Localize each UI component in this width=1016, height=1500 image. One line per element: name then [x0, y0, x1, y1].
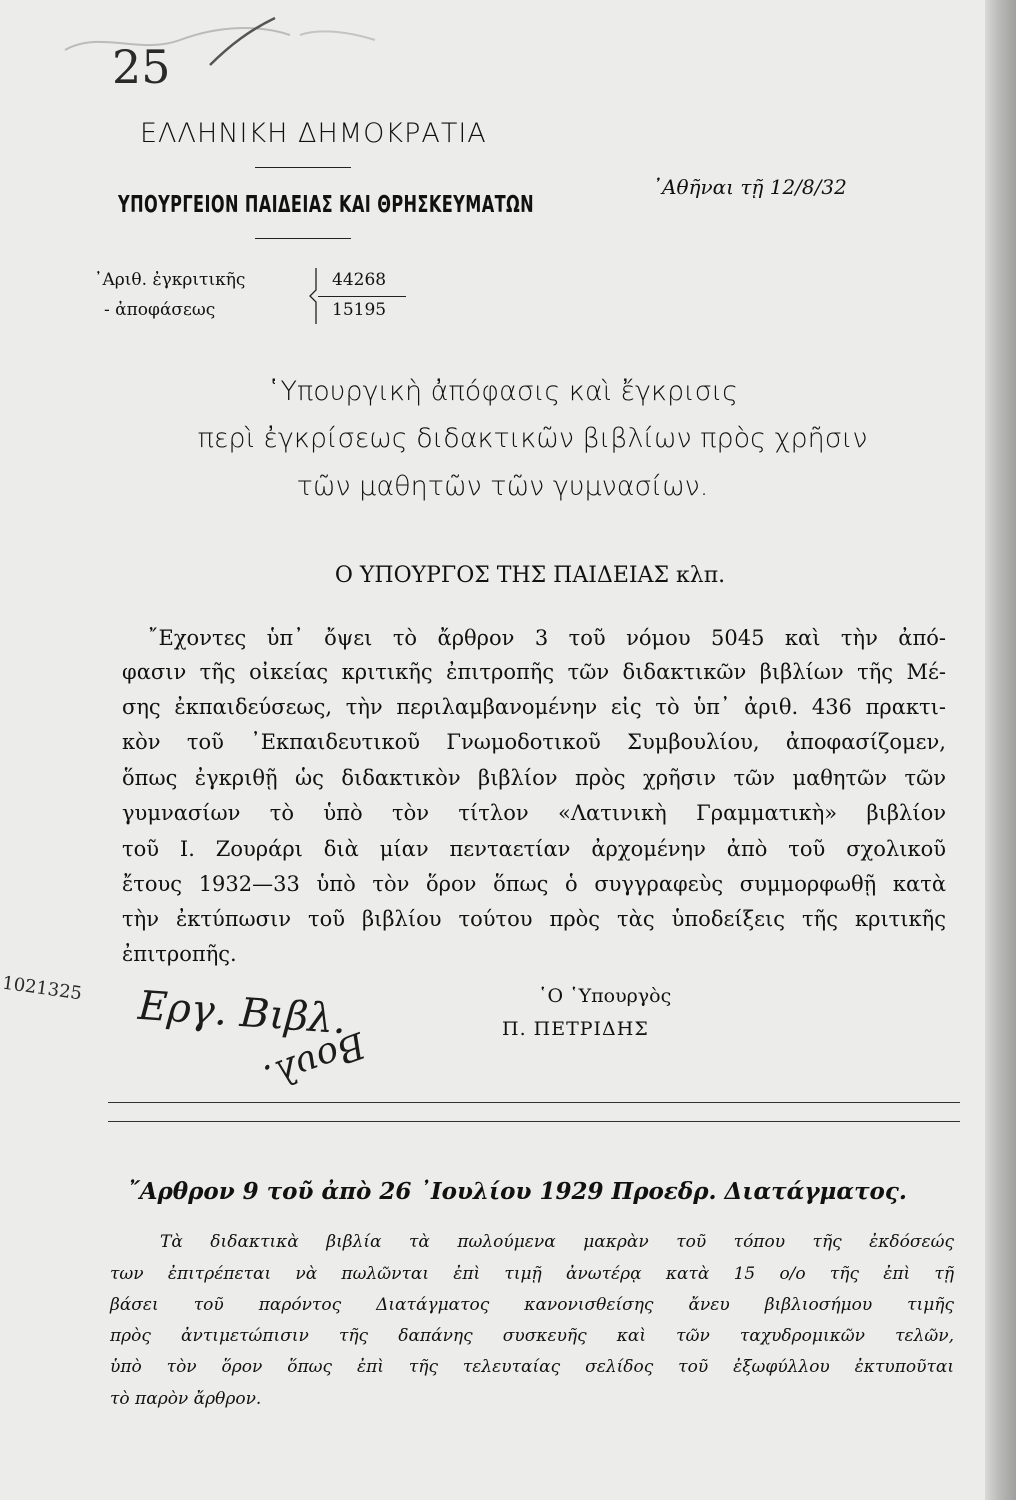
article-line: Τὰ διδακτικὰ βιβλία τὰ πωλούμενα μακρὰν τοῦ τόπου τῆς ἐκδόσεώς: [160, 1232, 954, 1252]
title-line-2: περὶ ἐγκρίσεως διδακτικῶν βιβλίων πρὸς χρῆσιν: [197, 423, 868, 454]
minister-heading: Ο ΥΠΟΥΡΓΟΣ ΤΗΣ ΠΑΙΔΕΙΑΣ κλπ.: [334, 563, 726, 588]
date-line: ᾿Αθῆναι τῇ 12/8/32: [652, 175, 847, 199]
signature-role: ῾Ο ῾Υπουργὸς: [538, 985, 672, 1007]
signature-name: Π. ΠΕΤΡΙΔΗΣ: [502, 1018, 649, 1040]
body-line: ῎Εχοντες ὑπ᾿ ὄψει τὸ ἄρθρον 3 τοῦ νόμου 5045 καὶ τὴν ἀπό-: [148, 626, 946, 650]
page-edge-shadow: [985, 0, 1016, 1500]
handwritten-note-2: Βουλ.: [258, 1023, 371, 1098]
reference-rule: [318, 296, 406, 297]
article-line: βάσει τοῦ παρόντος Διατάγματος κανονισθείσης ἄνευ βιβλιοσήμου τιμῆς: [110, 1295, 954, 1315]
body-line: γυμνασίων τὸ ὑπὸ τὸν τίτλον «Λατινικὴ Γραμματικὴ» βιβλίον: [122, 801, 946, 825]
separator-line-1: [108, 1102, 960, 1103]
body-line: ἐπιτροπῆς.: [122, 942, 237, 966]
reference-label-2: - ἀποφάσεως: [104, 300, 216, 320]
title-line-1: ῾Υπουργικὴ ἀπόφασις καὶ ἔγκρισις: [266, 376, 739, 407]
body-line: κὸν τοῦ ᾿Εκπαιδευτικοῦ Γνωμοδοτικοῦ Συμβουλίου, ἀποφασίζομεν,: [122, 730, 946, 754]
body-line: ἔτους 1932—33 ὑπὸ τὸν ὅρον ὅπως ὁ συγγραφεὺς συμμορφωθῇ κατὰ: [122, 872, 946, 896]
title-line-3: τῶν μαθητῶν τῶν γυμνασίων.: [296, 471, 709, 502]
reference-label-1: ᾿Αριθ. ἐγκριτικῆς: [94, 270, 246, 290]
article-line: ὑπὸ τὸν ὅρον ὅπως ἐπὶ τῆς τελευταίας σελίδος τοῦ ἐξωφύλλου ἐκτυποῦται: [110, 1357, 954, 1377]
stamp-number: 1021325: [0, 972, 84, 1005]
handwritten-note-1: Εργ. Βιβλ.: [136, 982, 348, 1044]
body-line: τὴν ἐκτύπωσιν τοῦ βιβλίου τούτου πρὸς τὰς ὑποδείξεις τῆς κριτικῆς: [122, 907, 946, 931]
handwritten-scribble: [60, 10, 380, 80]
reference-number-1: 44268: [332, 270, 387, 290]
handwritten-page-mark: 25: [112, 40, 171, 94]
header-divider-1: [255, 167, 351, 168]
separator-line-2: [108, 1121, 960, 1122]
header-divider-2: [255, 238, 351, 239]
state-heading: ΕΛΛΗΝΙΚΗ ΔΗΜΟΚΡΑΤΙΑ: [140, 118, 487, 149]
article-line: τὸ παρὸν ἄρθρον.: [110, 1389, 262, 1409]
body-line: σης ἐκπαιδεύσεως, τὴν περιλαμβανομένην εἰς τὸ ὑπ᾿ ἀριθ. 436 πρακτι-: [122, 695, 946, 719]
ministry-heading: ΥΠΟΥΡΓΕΙΟΝ ΠΑΙΔΕΙΑΣ ΚΑΙ ΘΡΗΣΚΕΥΜΑΤΩΝ: [118, 192, 534, 218]
article-title: ῎Αρθρον 9 τοῦ ἀπὸ 26 ᾿Ιουλίου 1929 Προεδρ. Διατάγματος.: [128, 1178, 907, 1205]
article-line: των ἐπιτρέπεται νὰ πωλῶνται ἐπὶ τιμῇ ἀνωτέρᾳ κατὰ 15 ο/ο τῆς ἐπὶ τῇ: [110, 1264, 954, 1284]
article-line: πρὸς ἀντιμετώπισιν τῆς δαπάνης συσκευῆς καὶ τῶν ταχυδρομικῶν τελῶν,: [110, 1326, 954, 1346]
reference-number-2: 15195: [332, 300, 387, 320]
body-line: ὅπως ἐγκριθῇ ὡς διδακτικὸν βιβλίον πρὸς χρῆσιν τῶν μαθητῶν τῶν: [122, 766, 946, 790]
body-line: τοῦ Ι. Ζουράρι διὰ μίαν πενταετίαν ἀρχομένην ἀπὸ τοῦ σχολικοῦ: [122, 837, 946, 861]
body-line: φασιν τῆς οἰκείας κριτικῆς ἐπιτροπῆς τῶν διδακτικῶν βιβλίων τῆς Μέ-: [122, 660, 946, 684]
